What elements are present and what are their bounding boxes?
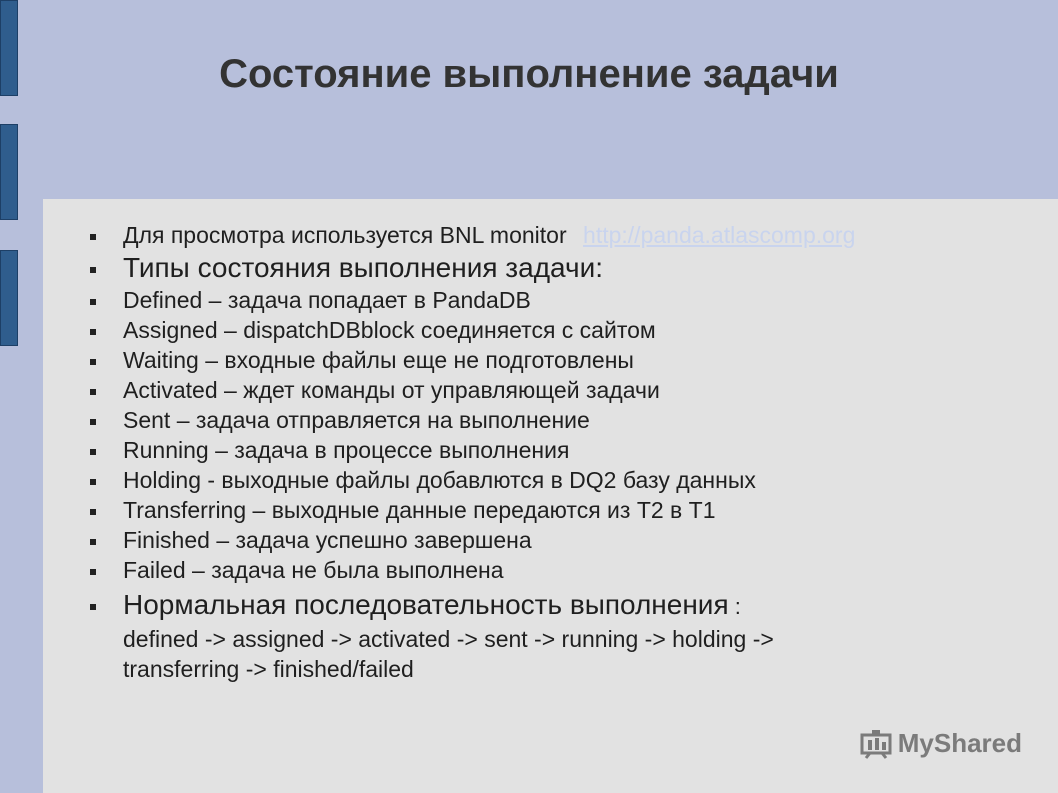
decor-bar-middle: [0, 124, 18, 220]
bullet-list: [43, 220, 1058, 684]
bullet-state-holding: Holding - выходные файлы добавлются в DQ2 базу данных: [43, 465, 1058, 495]
sequence-line-2: transferring -> finished/failed: [123, 656, 414, 682]
sequence-heading: Нормальная последовательность выполнения: [123, 589, 729, 620]
bullet-state-waiting: Waiting – входные файлы еще не подготовлены: [43, 345, 1058, 375]
bullet-state-failed: Failed – задача не была выполнена: [43, 555, 1058, 585]
slide-title: Состояние выполнение задачи: [219, 52, 839, 96]
decor-bar-bottom: [0, 250, 18, 346]
bullet-state-defined: Defined – задача попадает в PandaDB: [43, 285, 1058, 315]
myshared-watermark: [860, 728, 1022, 759]
bullet-state-running: Running – задача в процессе выполнения: [43, 435, 1058, 465]
bullet-state-activated: Activated – ждет команды от управляющей задачи: [43, 375, 1058, 405]
bullet-state-assigned: Assigned – dispatchDBblock соединяется с сайтом: [43, 315, 1058, 345]
bullet-state-transferring: Transferring – выходные данные передаются из T2 в T1: [43, 495, 1058, 525]
bullet-state-finished: Finished – задача успешно завершена: [43, 525, 1058, 555]
intro-text: Для просмотра используется BNL monitor: [123, 222, 567, 248]
slide-content: [43, 199, 1058, 793]
myshared-logo-icon: [860, 729, 894, 759]
panda-monitor-link[interactable]: http://panda.atlascomp.org: [583, 222, 856, 248]
bullet-intro: [43, 220, 1058, 250]
bullet-types-heading: Типы состояния выполнения задачи:: [43, 251, 1058, 285]
watermark-text: MyShared: [897, 728, 1022, 758]
sequence-colon: :: [728, 594, 741, 619]
bullet-sequence: [43, 588, 1058, 684]
bullet-state-sent: Sent – задача отправляется на выполнение: [43, 405, 1058, 435]
sequence-line-1: defined -> assigned -> activated -> sent -> running -> holding ->: [123, 626, 774, 652]
